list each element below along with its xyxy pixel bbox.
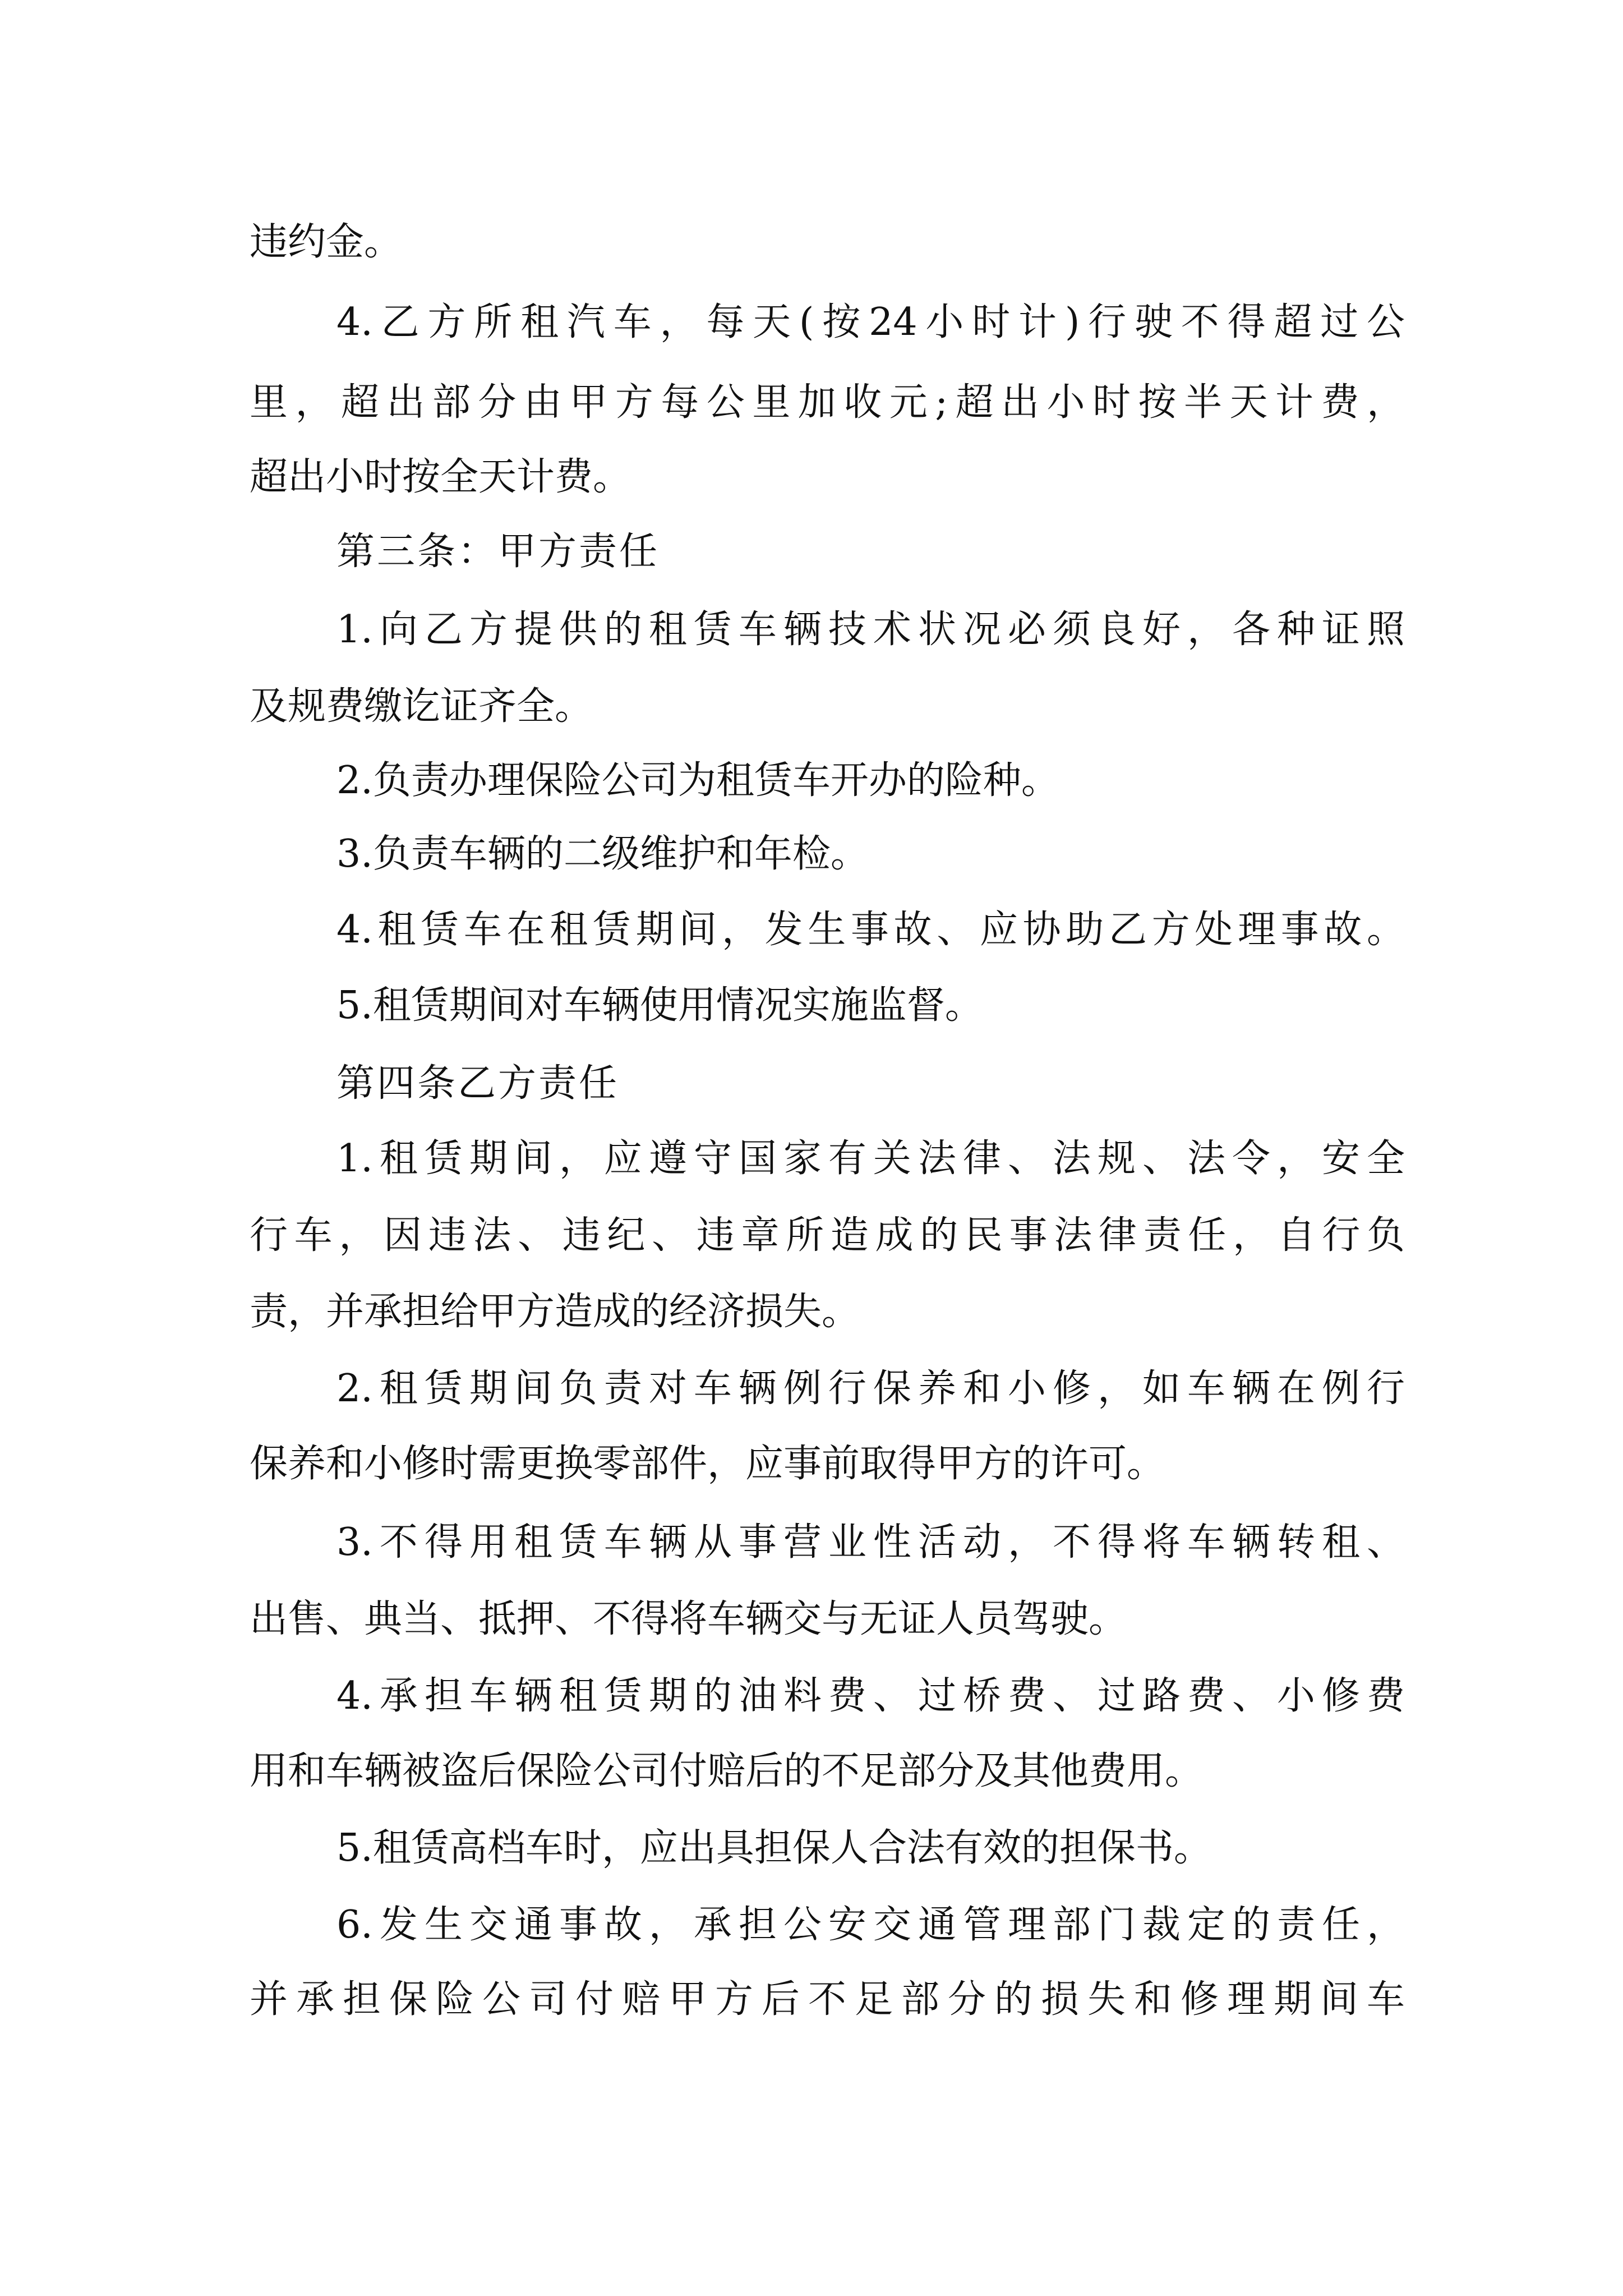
text-line: 保养和小修时需更换零部件，应事前取得甲方的许可。	[250, 1442, 1165, 1486]
text-line: 2.租赁期间负责对车辆例行保养和小修，如车辆在例行	[336, 1366, 1405, 1411]
text-line: 2.负责办理保险公司为租赁车开办的险种。	[336, 758, 1059, 803]
text-line: 4.乙方所租汽车，每天(按24小时计)行驶不得超过公	[336, 300, 1405, 344]
text-line: 违约金。	[250, 220, 403, 264]
text-line: 3.负责车辆的二级维护和年检。	[336, 832, 869, 876]
text-line: 责，并承担给甲方造成的经济损失。	[250, 1290, 860, 1334]
text-line: 1.向乙方提供的租赁车辆技术状况必须良好，各种证照	[336, 608, 1405, 652]
text-line: 出售、典当、抵押、不得将车辆交与无证人员驾驶。	[250, 1597, 1127, 1641]
section-heading: 第三条：甲方责任	[336, 530, 660, 574]
text-line: 5.租赁期间对车辆使用情况实施监督。	[336, 983, 983, 1028]
text-line: 及规费缴讫证齐全。	[250, 684, 593, 729]
text-line: 5.租赁高档车时，应出具担保人合法有效的担保书。	[336, 1826, 1212, 1870]
text-line: 用和车辆被盗后保险公司付赔后的不足部分及其他费用。	[250, 1749, 1204, 1793]
text-line: 并承担保险公司付赔甲方后不足部分的损失和修理期间车	[250, 1977, 1405, 2022]
text-line: 里，超出部分由甲方每公里加收元;超出小时按半天计费，	[250, 380, 1405, 425]
text-line: 6.发生交通事故，承担公安交通管理部门裁定的责任，	[336, 1903, 1405, 1947]
text-line: 1.租赁期间，应遵守国家有关法律、法规、法令，安全	[336, 1137, 1405, 1181]
text-line: 4.承担车辆租赁期的油料费、过桥费、过路费、小修费	[336, 1674, 1405, 1718]
text-line: 超出小时按全天计费。	[250, 455, 631, 499]
text-line: 3.不得用租赁车辆从事营业性活动，不得将车辆转租、	[336, 1520, 1405, 1565]
text-line: 4.租赁车在租赁期间，发生事故、应协助乙方处理事故。	[336, 908, 1405, 952]
section-heading: 第四条乙方责任	[336, 1061, 620, 1106]
text-line: 行车，因违法、违纪、违章所造成的民事法律责任，自行负	[250, 1213, 1405, 1258]
